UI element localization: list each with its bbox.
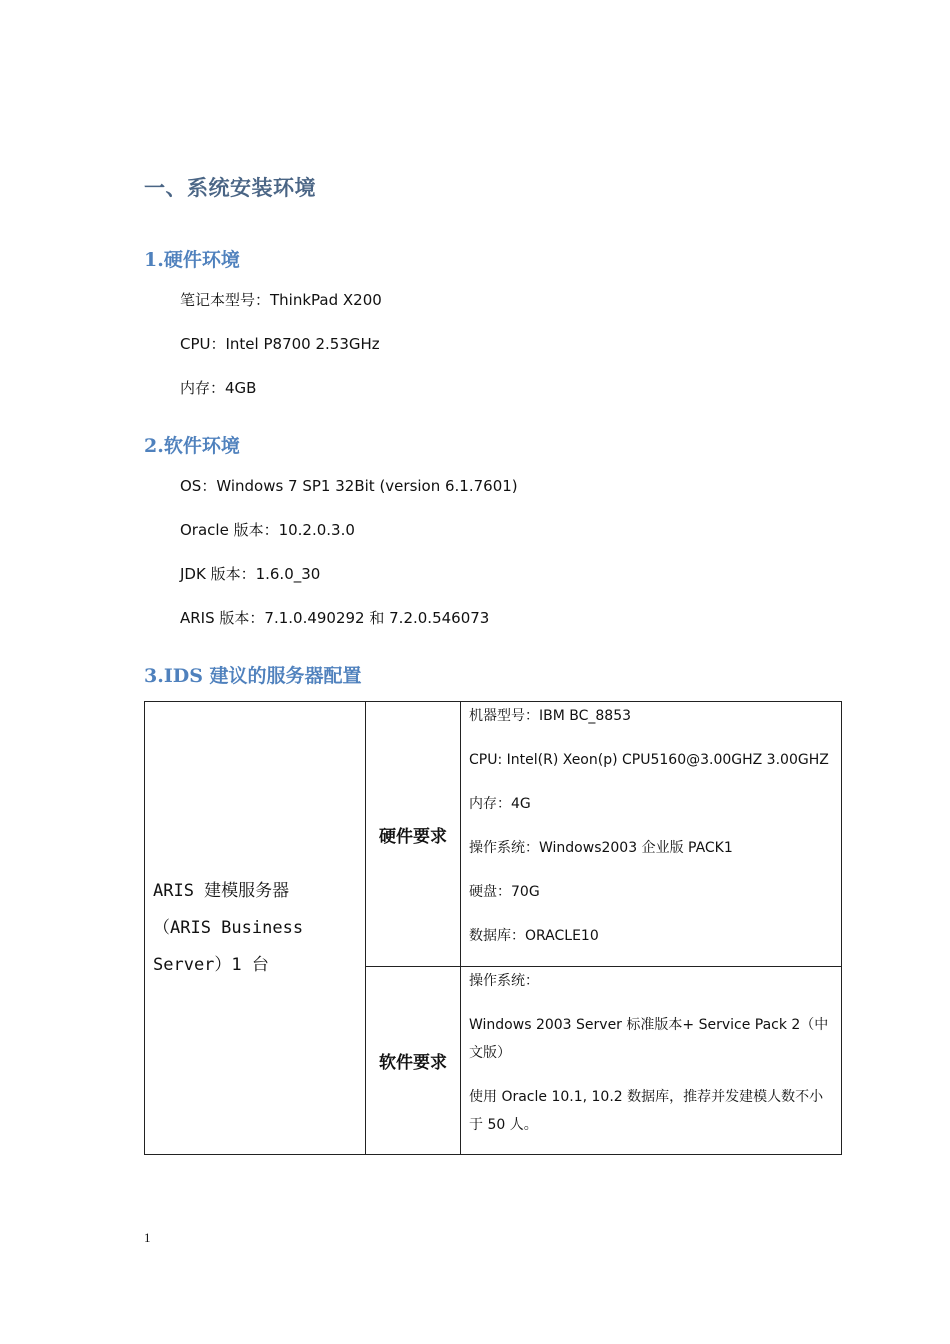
server-name-line: Server）1 台 bbox=[153, 954, 269, 975]
hardware-item: 操作系统：Windows2003 企业版 PACK1 bbox=[469, 840, 733, 856]
server-name-line: ARIS 建模服务器 bbox=[153, 880, 290, 901]
software-os-value: Windows 2003 Server 标准版本+ Service Pack 2（中文版） bbox=[469, 1017, 829, 1061]
software-line-jdk: JDK 版本：1.6.0_30 bbox=[180, 565, 321, 583]
software-db-note: 使用 Oracle 10.1, 10.2 数据库，推荐并发建模人数不小于 50 人。 bbox=[469, 1089, 824, 1133]
software-line-aris: ARIS 版本：7.1.0.490292 和 7.2.0.546073 bbox=[180, 609, 490, 627]
hardware-line-laptop: 笔记本型号：ThinkPad X200 bbox=[180, 291, 382, 309]
software-line-os: OS：Windows 7 SP1 32Bit (version 6.1.7601) bbox=[180, 477, 518, 495]
hardware-line-memory: 内存：4GB bbox=[180, 379, 257, 397]
hardware-item: 内存：4G bbox=[469, 796, 531, 812]
software-line-oracle: Oracle 版本：10.2.0.3.0 bbox=[180, 521, 355, 539]
hardware-item: 数据库：ORACLE10 bbox=[469, 928, 599, 944]
hardware-requirement-label: 硬件要求 bbox=[366, 702, 461, 967]
software-requirement-details bbox=[461, 967, 842, 1155]
hardware-line-cpu: CPU：Intel P8700 2.53GHz bbox=[180, 335, 380, 353]
hardware-item: CPU: Intel(R) Xeon(p) CPU5160@3.00GHZ 3.00GHZ bbox=[469, 752, 829, 768]
server-config-table bbox=[144, 701, 842, 1155]
table-row-hardware bbox=[145, 702, 842, 967]
main-heading: 一、系统安装环境 bbox=[144, 175, 316, 200]
ids-section-title: 3.IDS 建议的服务器配置 bbox=[144, 665, 362, 687]
page-number: 1 bbox=[144, 1230, 151, 1245]
hardware-section-title: 1.硬件环境 bbox=[144, 249, 240, 271]
hardware-item: 机器型号：IBM BC_8853 bbox=[469, 708, 632, 724]
software-requirement-label: 软件要求 bbox=[366, 967, 461, 1155]
server-name-line: （ARIS Business bbox=[153, 917, 304, 938]
software-os-label: 操作系统： bbox=[469, 973, 539, 989]
software-section-title: 2.软件环境 bbox=[144, 435, 240, 457]
hardware-requirement-details bbox=[461, 702, 842, 967]
server-name-cell bbox=[145, 702, 366, 1155]
hardware-item: 硬盘：70G bbox=[469, 884, 540, 900]
